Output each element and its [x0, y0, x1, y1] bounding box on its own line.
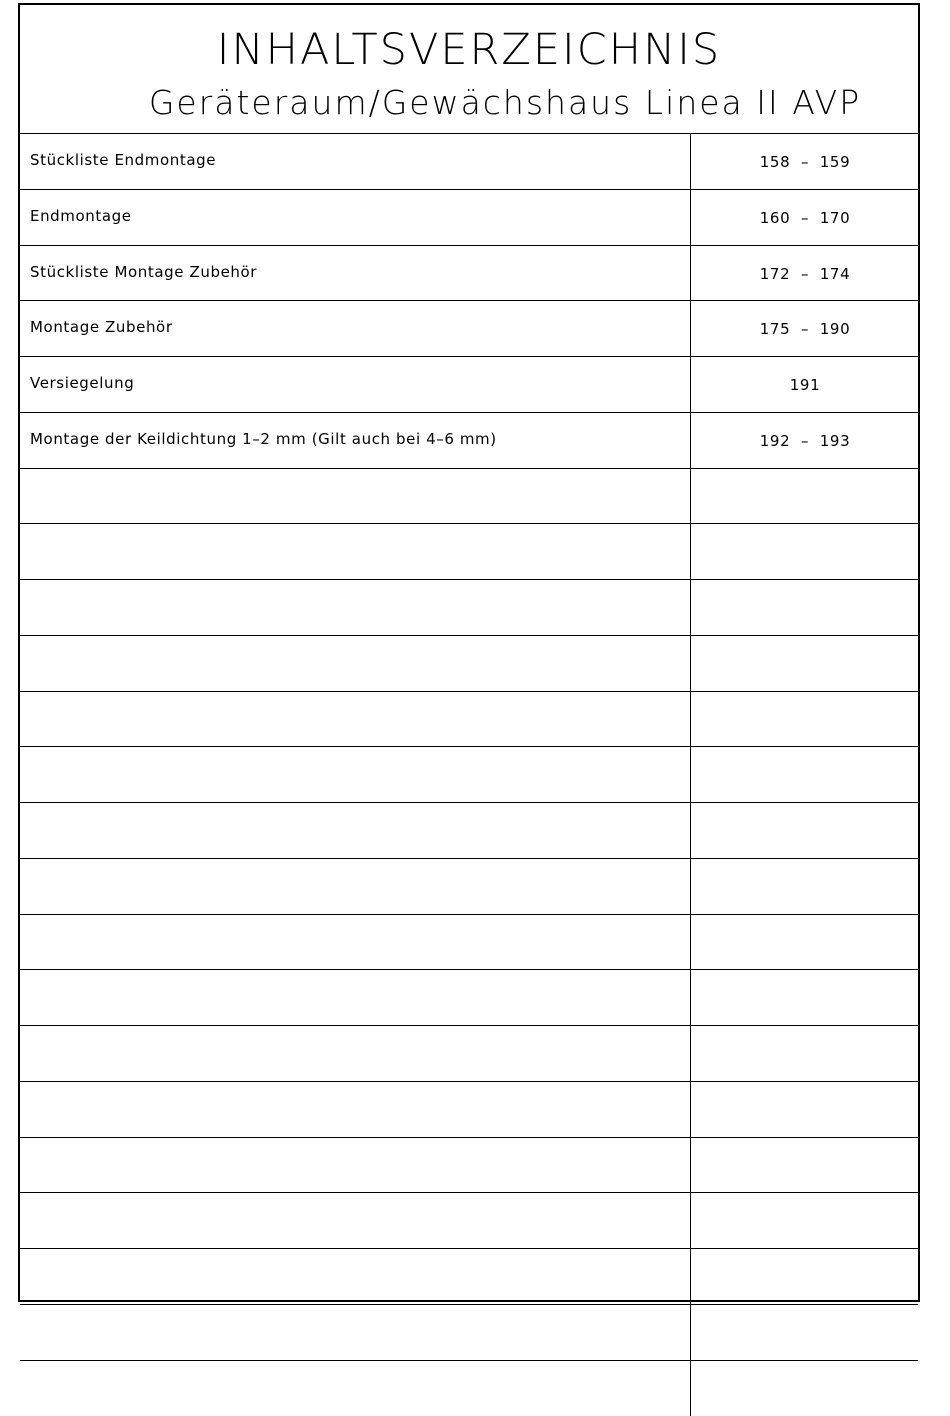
document-frame	[18, 3, 920, 1302]
toc-entry-pages	[692, 524, 918, 579]
document-title: INHALTSVERZEICHNIS	[20, 27, 918, 73]
toc-row	[20, 469, 918, 525]
toc-entry-pages: 191	[692, 357, 918, 412]
toc-entry-pages	[692, 636, 918, 691]
toc-entry-pages	[692, 747, 918, 802]
toc-entry-pages	[692, 580, 918, 635]
toc-row	[20, 246, 918, 302]
toc-row	[20, 692, 918, 748]
toc-entry-title	[20, 1082, 691, 1137]
toc-entry-title: Stückliste Endmontage	[20, 134, 691, 189]
toc-entry-title	[20, 580, 691, 635]
toc-entry-pages	[692, 692, 918, 747]
toc-entry-pages	[692, 915, 918, 970]
toc-entry-pages	[692, 1193, 918, 1248]
toc-row	[20, 580, 918, 636]
toc-entry-pages: 175 – 190	[692, 301, 918, 356]
toc-entry-title: Montage Zubehör	[20, 301, 691, 356]
toc-row	[20, 413, 918, 469]
toc-entry-title	[20, 1249, 691, 1304]
toc-row	[20, 915, 918, 971]
toc-entry-pages: 160 – 170	[692, 190, 918, 245]
toc-entry-title	[20, 1305, 691, 1360]
toc-entry-pages: 172 – 174	[692, 246, 918, 301]
toc-entry-pages	[692, 1249, 918, 1304]
toc-entry-title: Montage der Keildichtung 1–2 mm (Gilt auch bei 4–6 mm)	[20, 413, 691, 468]
toc-entry-pages	[692, 1026, 918, 1081]
toc-entry-title	[20, 915, 691, 970]
toc-row	[20, 859, 918, 915]
toc-row	[20, 190, 918, 246]
toc-row	[20, 1193, 918, 1249]
toc-row	[20, 1305, 918, 1361]
toc-entry-title	[20, 469, 691, 524]
toc-row	[20, 301, 918, 357]
toc-row	[20, 524, 918, 580]
toc-entry-pages: 158 – 159	[692, 134, 918, 189]
toc-entry-title	[20, 1026, 691, 1081]
toc-entry-title: Endmontage	[20, 190, 691, 245]
toc-entry-title	[20, 524, 691, 579]
document-header	[20, 5, 918, 134]
document-subtitle: Geräteraum/Gewächshaus Linea II AVP	[135, 83, 875, 123]
toc-entry-pages	[692, 803, 918, 858]
toc-entry-pages: 192 – 193	[692, 413, 918, 468]
toc-row	[20, 1361, 918, 1416]
toc-row	[20, 1249, 918, 1305]
toc-entry-title: Stückliste Montage Zubehör	[20, 246, 691, 301]
toc-entry-title	[20, 692, 691, 747]
toc-entry-title	[20, 1138, 691, 1193]
toc-entry-pages	[692, 1082, 918, 1137]
toc-row	[20, 970, 918, 1026]
toc-row	[20, 1026, 918, 1082]
toc-entry-title	[20, 803, 691, 858]
toc-entry-title	[20, 859, 691, 914]
toc-entry-title	[20, 747, 691, 802]
toc-row	[20, 134, 918, 190]
toc-entry-pages	[692, 970, 918, 1025]
toc-row	[20, 636, 918, 692]
toc-entry-pages	[692, 1305, 918, 1360]
toc-entry-pages	[692, 1361, 918, 1416]
toc-entry-title	[20, 1193, 691, 1248]
toc-row	[20, 747, 918, 803]
toc-entry-title: Versiegelung	[20, 357, 691, 412]
toc-row	[20, 803, 918, 859]
toc-entry-title	[20, 636, 691, 691]
toc-row	[20, 1082, 918, 1138]
toc-entry-title	[20, 970, 691, 1025]
toc-entry-title	[20, 1361, 691, 1416]
toc-row	[20, 1138, 918, 1194]
toc-table	[20, 134, 918, 1416]
toc-entry-pages	[692, 469, 918, 524]
toc-row	[20, 357, 918, 413]
toc-entry-pages	[692, 859, 918, 914]
toc-entry-pages	[692, 1138, 918, 1193]
